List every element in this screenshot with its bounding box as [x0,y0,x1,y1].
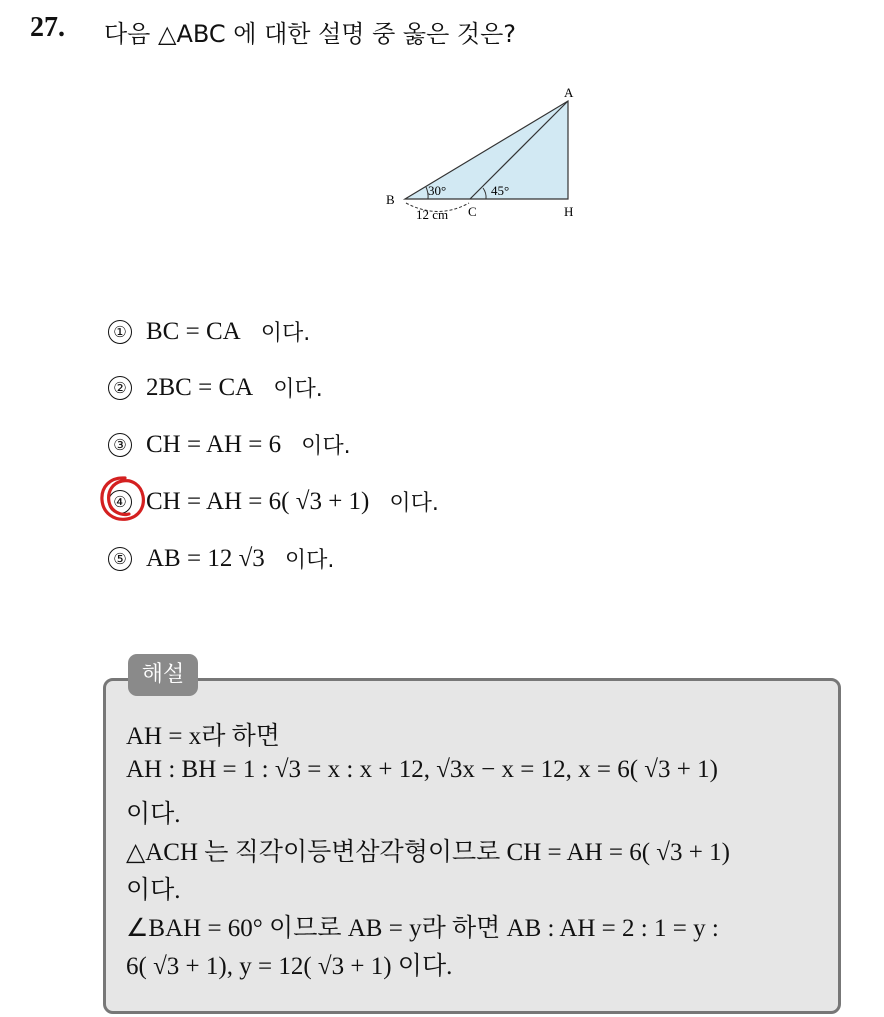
option-4-suffix: 이다. [389,491,439,516]
triangle-figure [380,82,590,230]
solution-badge: 해설 [128,654,198,696]
option-3[interactable] [108,429,351,460]
solution-line-1: AH = x라 하면 [126,723,280,750]
solution-line-3: 이다. [126,801,181,828]
option-4[interactable] [108,486,439,517]
question-number: 27. [30,12,65,43]
option-2-suffix: 이다. [273,377,323,402]
option-1-expression: BC = CA [146,317,241,345]
label-b: B [386,192,395,207]
question-text: 다음 △ABC 에 대한 설명 중 옳은 것은? [104,20,517,48]
option-2-number: ② [108,376,132,400]
option-5[interactable] [108,543,334,574]
label-a: A [564,85,574,100]
answer-mark-icon [98,474,148,524]
option-2[interactable] [108,372,323,403]
solution-line-5: 이다. [126,877,181,904]
option-1-number: ① [108,320,132,344]
solution-line-7: 6( √3 + 1), y = 12( √3 + 1) 이다. [126,953,453,980]
option-4-number: ④ [108,490,132,514]
option-3-expression: CH = AH = 6 [146,430,282,458]
angle-c-label: 45° [491,183,510,198]
label-c: C [468,204,477,219]
option-5-suffix: 이다. [284,548,335,573]
length-label: 12 cm [416,207,449,222]
solution-line-6: ∠BAH = 60° 이므로 AB = y라 하면 AB : AH = 2 : 1 = y : [126,915,719,942]
solution-line-4: △ACH 는 직각이등변삼각형이므로 CH = AH = 6( √3 + 1) [126,839,730,866]
label-h: H [564,204,574,219]
angle-b-label: 30° [428,183,447,198]
option-5-number: ⑤ [108,547,132,571]
option-5-expression: AB = 12 √3 [146,544,265,572]
option-3-suffix: 이다. [301,434,351,459]
solution-line-2: AH : BH = 1 : √3 = x : x + 12, √3x − x = 12, x = 6( √3 + 1) [126,756,718,783]
option-1[interactable] [108,316,310,347]
option-2-expression: 2BC = CA [146,373,254,401]
option-3-number: ③ [108,433,132,457]
option-4-expression: CH = AH = 6( √3 + 1) [146,487,370,515]
option-1-suffix: 이다. [260,321,311,346]
